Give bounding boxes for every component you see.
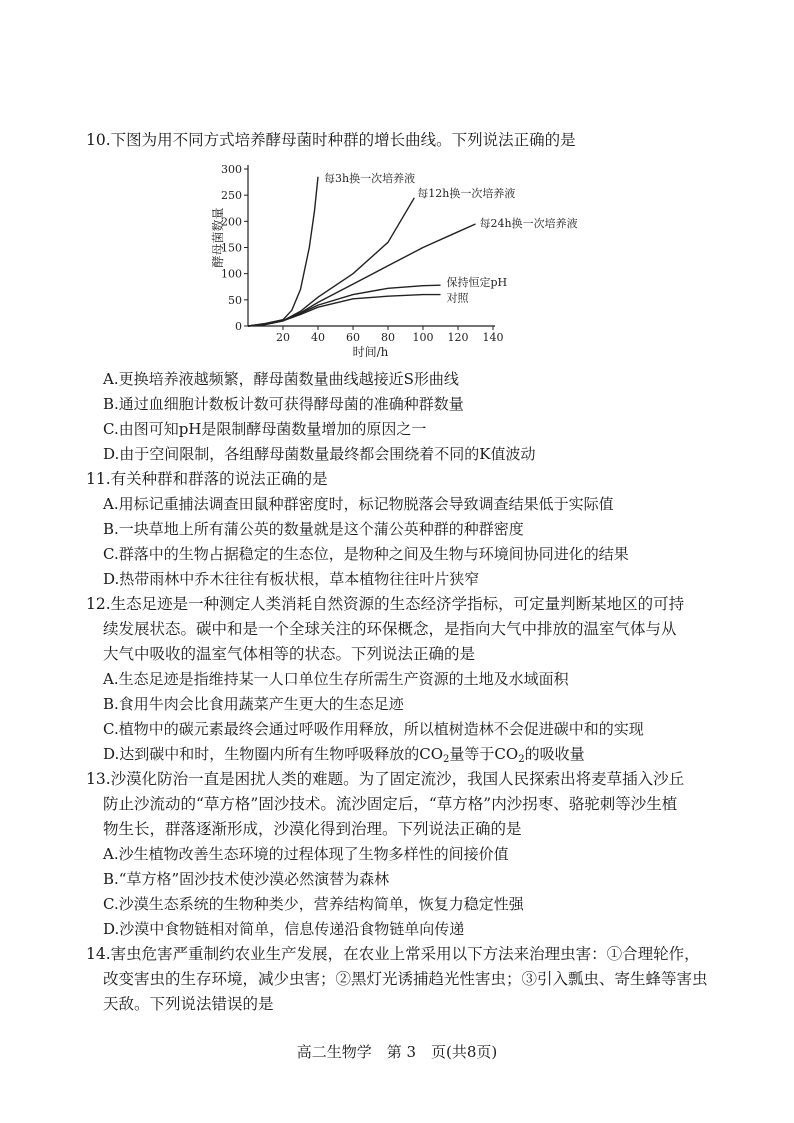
y-tick-label: 250 bbox=[221, 189, 242, 203]
x-axis-label: 时间/h bbox=[352, 345, 389, 359]
q12-stem-line-3: 大气中吸收的温室气体相等的状态。下列说法正确的是 bbox=[103, 645, 476, 663]
q12-stem-line-2: 续发展状态。碳中和是一个全球关注的环保概念，是指向大气中排放的温室气体与从 bbox=[103, 620, 677, 638]
x-tick-label: 60 bbox=[346, 331, 360, 344]
q13-option-b: B.“草方格”固沙技术使沙漠必然演替为森林 bbox=[103, 870, 390, 888]
q11-option-c: C.群落中的生物占据稳定的生态位，是物种之间及生物与环境间协同进化的结果 bbox=[103, 545, 629, 563]
q13-stem-line-3: 物生长，群落逐渐形成，沙漠化得到治理。下列说法正确的是 bbox=[103, 820, 522, 838]
x-tick-label: 40 bbox=[311, 331, 325, 344]
q11-option-a: A.用标记重捕法调查田鼠种群密度时，标记物脱落会导致调查结果低于实际值 bbox=[103, 495, 614, 513]
series-line-1 bbox=[248, 177, 318, 326]
series-label-1: 每3h换一次培养液 bbox=[324, 171, 416, 185]
q12-option-d-part2: 量等于CO bbox=[449, 745, 519, 763]
q12-option-d-part1: D.达到碳中和时，生物圈内所有生物呼吸释放的CO bbox=[103, 745, 444, 763]
q12-option-c: C.植物中的碳元素最终会通过呼吸作用释放，所以植树造林不会促进碳中和的实现 bbox=[103, 720, 644, 738]
y-tick-label: 100 bbox=[221, 267, 242, 281]
q13-option-a: A.沙生植物改善生态环境的过程体现了生物多样性的间接价值 bbox=[103, 845, 509, 863]
y-tick-label: 300 bbox=[221, 163, 242, 176]
x-tick-label: 140 bbox=[482, 331, 504, 344]
q10-option-c: C.由图可知pH是限制酵母菌数量增加的原因之一 bbox=[103, 420, 427, 438]
series-label-2: 每12h换一次培养液 bbox=[417, 186, 516, 200]
page-footer: 高二生物学 第 3 页(共8页) bbox=[296, 1043, 498, 1061]
series-line-4 bbox=[248, 285, 441, 326]
q10-option-b: B.通过血细胞计数板计数可获得酵母菌的准确种群数量 bbox=[103, 395, 464, 413]
x-tick-label: 120 bbox=[447, 331, 469, 344]
series-line-3 bbox=[248, 224, 476, 326]
q10-option-d: D.由于空间限制，各组酵母菌数量最终都会围绕着不同的K值波动 bbox=[103, 445, 536, 463]
y-tick-label: 200 bbox=[221, 215, 242, 229]
q12-stem-line-1: 12.生态足迹是一种测定人类消耗自然资源的生态经济学指标，可定量判断某地区的可持 bbox=[86, 595, 685, 613]
q10-option-a: A.更换培养液越频繁，酵母菌数量曲线越接近S形曲线 bbox=[103, 370, 459, 388]
y-axis-label: 酵母菌数量 bbox=[211, 207, 225, 268]
q11-option-d: D.热带雨林中乔木往往有板状根，草本植物往往叶片狭窄 bbox=[103, 570, 480, 588]
q14-stem-line-1: 14.害虫危害严重制约农业生产发展，在农业上常采用以下方法来治理虫害：①合理轮作， bbox=[86, 945, 700, 963]
q13-stem-line-2: 防止沙流动的“草方格”固沙技术。流沙固定后，“草方格”内沙拐枣、骆驼刺等沙生植 bbox=[103, 795, 678, 813]
q11-option-b: B.一块草地上所有蒲公英的数量就是这个蒲公英种群的种群密度 bbox=[103, 520, 524, 538]
q14-stem-line-2: 改变害虫的生存环境，减少虫害；②黑灯光诱捕趋光性害虫；③引入瓢虫、寄生蜂等害虫 bbox=[103, 970, 708, 988]
co2-subscript: 2 bbox=[443, 754, 450, 765]
q11-stem: 11.有关种群和群落的说法正确的是 bbox=[86, 470, 328, 488]
series-line-2 bbox=[248, 198, 414, 326]
series-label-5: 对照 bbox=[446, 291, 469, 305]
growth-curve-chart bbox=[200, 160, 578, 360]
x-tick-label: 100 bbox=[412, 331, 434, 344]
q12-option-a: A.生态足迹是指维持某一人口单位生存所需生产资源的土地及水域面积 bbox=[103, 670, 569, 688]
q13-stem-line-1: 13.沙漠化防治一直是困扰人类的难题。为了固定流沙，我国人民探索出将麦草插入沙丘 bbox=[86, 770, 685, 788]
y-tick-label: 150 bbox=[221, 241, 242, 255]
q13-option-c: C.沙漠生态系统的生物种类少，营养结构简单，恢复力稳定性强 bbox=[103, 895, 524, 913]
y-tick-label: 50 bbox=[228, 293, 242, 307]
x-tick-label: 20 bbox=[276, 331, 290, 344]
q12-option-b: B.食用牛肉会比食用蔬菜产生更大的生态足迹 bbox=[103, 695, 404, 713]
x-tick-label: 80 bbox=[381, 331, 395, 344]
q13-option-d: D.沙漠中食物链相对简单，信息传递沿食物链单向传递 bbox=[103, 920, 465, 938]
series-label-3: 每24h换一次培养液 bbox=[479, 216, 578, 230]
co2-subscript: 2 bbox=[518, 754, 525, 765]
series-label-4: 保持恒定pH bbox=[446, 276, 508, 290]
q14-stem-line-3: 天敌。下列说法错误的是 bbox=[103, 995, 274, 1013]
q10-stem: 10.下图为用不同方式培养酵母菌时种群的增长曲线。下列说法正确的是 bbox=[86, 131, 576, 149]
y-tick-label: 0 bbox=[235, 320, 242, 333]
q12-option-d-part3: 的吸收量 bbox=[524, 745, 585, 763]
